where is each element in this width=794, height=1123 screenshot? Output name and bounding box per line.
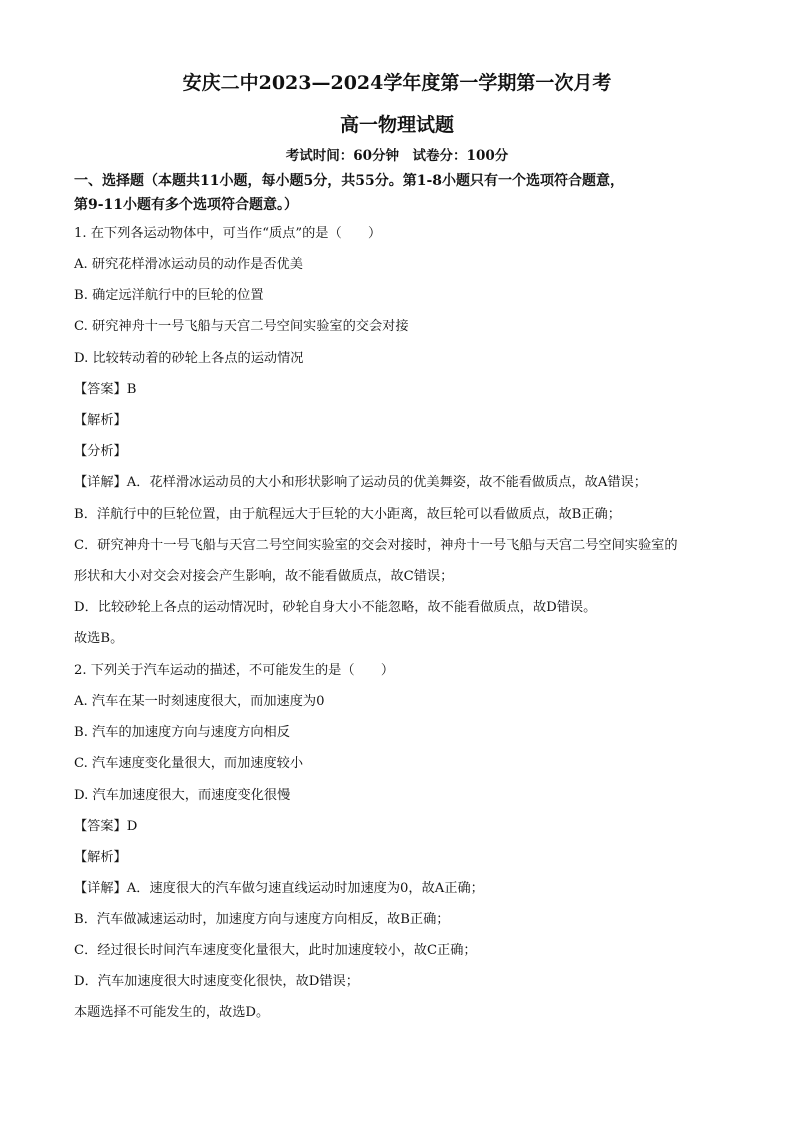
q2-conclusion: 本题选择不可能发生的，故选D。 (74, 1005, 270, 1020)
q2-detail-c: C．经过很长时间汽车速度变化量很大，此时加速度较小，故C正确； (74, 943, 477, 958)
q1-analysis-tag: 【解析】 (74, 413, 127, 428)
q2-detail-d: D．汽车加速度很大时速度变化很快，故D错误； (74, 974, 359, 989)
q2-analysis-tag: 【解析】 (74, 850, 127, 865)
q1-option-d: D. 比较转动着的砂轮上各点的运动情况 (74, 351, 304, 366)
q2-stem: 2. 下列关于汽车运动的描述，不可能发生的是（ ） (74, 663, 395, 678)
exam-meta: 考试时间：60分钟 试卷分：100分 (285, 148, 509, 164)
q1-option-c: C. 研究神舟十一号飞船与天宫二号空间实验室的交会对接 (74, 319, 409, 334)
q1-fenxi-tag: 【分析】 (74, 444, 127, 459)
q1-conclusion: 故选B。 (74, 631, 124, 646)
q2-option-b: B. 汽车的加速度方向与速度方向相反 (74, 725, 290, 740)
q1-option-a: A. 研究花样滑冰运动员的动作是否优美 (74, 257, 303, 272)
q1-detail-a: 【详解】A．花样滑冰运动员的大小和形状影响了运动员的优美舞姿，故不能看做质点，故A错误； (74, 475, 647, 490)
q1-detail-c-cont: 形状和大小对交会对接会产生影响，故不能看做质点，故C错误； (74, 569, 454, 584)
exam-title: 安庆二中2023—2024学年度第一学期第一次月考 (182, 72, 612, 94)
exam-subtitle: 高一物理试题 (339, 114, 454, 136)
q1-detail-b: B．洋航行中的巨轮位置，由于航程远大于巨轮的大小距离，故巨轮可以看做质点，故B正确； (74, 507, 621, 522)
q2-answer: 【答案】D (74, 819, 138, 834)
q1-detail-c: C．研究神舟十一号飞船与天宫二号空间实验室的交会对接时，神舟十一号飞船与天宫二号空间实验室的 (74, 538, 678, 553)
q1-option-b: B. 确定远洋航行中的巨轮的位置 (74, 288, 264, 303)
q2-detail-b: B．汽车做减速运动时，加速度方向与速度方向相反，故B正确； (74, 912, 450, 927)
q2-option-c: C. 汽车速度变化量很大，而加速度较小 (74, 756, 304, 771)
section-heading-line-1: 一、选择题（本题共11小题，每小题5分，共55分。第1-8小题只有一个选项符合题意， (74, 173, 624, 189)
q2-detail-a: 【详解】A．速度很大的汽车做匀速直线运动时加速度为0，故A正确； (74, 881, 484, 896)
q2-option-d: D. 汽车加速度很大，而速度变化很慢 (74, 788, 291, 803)
q1-answer: 【答案】B (74, 382, 137, 397)
q1-detail-d: D．比较砂轮上各点的运动情况时，砂轮自身大小不能忽略，故不能看做质点，故D错误。 (74, 600, 597, 615)
q1-stem: 1. 在下列各运动物体中，可当作“质点”的是（ ） (74, 226, 382, 241)
q2-option-a: A. 汽车在某一时刻速度很大，而加速度为0 (74, 694, 325, 709)
section-heading-line-2: 第9-11小题有多个选项符合题意。） (74, 197, 299, 213)
